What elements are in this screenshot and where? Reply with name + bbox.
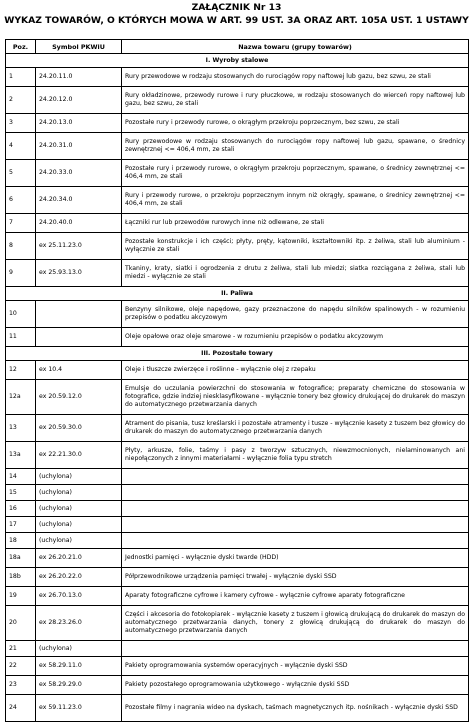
cell-symbol: ex 59.11.23.0	[36, 695, 122, 722]
cell-name: Pozostałe konstrukcje i ich części; płyty, pręty, kątowniki, kształtowniki itp. z żeliwa, stali lub aluminium - wyłącznie ze stali	[122, 233, 469, 260]
cell-name: Pozostałe rury i przewody rurowe, o okrągłym przekroju poprzecznym, bez szwu, ze stali	[122, 114, 469, 133]
cell-symbol: ex 26.70.13.0	[36, 587, 122, 606]
cell-poz: 18	[6, 533, 36, 549]
document-heading: WYKAZ TOWARÓW, O KTÓRYCH MOWA W ART. 99 UST. 3A ORAZ ART. 105A UST. 1 USTAWY	[4, 15, 469, 26]
cell-name: Łączniki rur lub przewodów rurowych inne niż odlewane, ze stali	[122, 214, 469, 233]
cell-poz: 19	[6, 587, 36, 606]
cell-poz: 22	[6, 657, 36, 676]
section-header-row	[6, 54, 469, 68]
cell-symbol: (uchylona)	[36, 469, 122, 485]
cell-name: Atrament do pisania, tusz kreślarski i pozostałe atramenty i tusze - wyłącznie kasety z tuszem bez głowicy do drukarek do maszyn do automatycznego przetwarzania danych	[122, 415, 469, 442]
cell-poz: 9	[6, 260, 36, 287]
cell-symbol: 24.20.11.0	[36, 68, 122, 87]
table-row	[6, 301, 469, 328]
table-row	[6, 695, 469, 722]
cell-name: Jednostki pamięci - wyłącznie dyski twarde (HDD)	[122, 549, 469, 568]
table-row	[6, 549, 469, 568]
table-row	[6, 114, 469, 133]
section-title: I. Wyroby stalowe	[6, 54, 469, 68]
cell-poz: 12	[6, 361, 36, 380]
table-row	[6, 485, 469, 501]
table-row	[6, 568, 469, 587]
cell-symbol: ex 25.11.23.0	[36, 233, 122, 260]
cell-name	[122, 485, 469, 501]
section-header-row	[6, 347, 469, 361]
cell-name: Tkaniny, kraty, siatki i ogrodzenia z drutu z żeliwa, stali lub miedzi; siatka rozciągana z żeliwa, stali lub miedzi - wyłącznie ze stali	[122, 260, 469, 287]
table-row	[6, 657, 469, 676]
table-row	[6, 87, 469, 114]
cell-symbol: ex 58.29.11.0	[36, 657, 122, 676]
cell-poz: 23	[6, 676, 36, 695]
cell-name: Oleje opałowe oraz oleje smarowe - w rozumieniu przepisów o podatku akcyzowym	[122, 328, 469, 347]
cell-name	[122, 517, 469, 533]
cell-symbol: ex 20.59.30.0	[36, 415, 122, 442]
cell-poz: 13	[6, 415, 36, 442]
cell-poz: 6	[6, 187, 36, 214]
cell-symbol: 24.20.31.0	[36, 133, 122, 160]
cell-name: Rury przewodowe w rodzaju stosowanych do rurociągów ropy naftowej lub gazu, spawane, o średnicy zewnętrznej <= 406,4 mm, ze stali	[122, 133, 469, 160]
cell-poz: 17	[6, 517, 36, 533]
cell-poz: 14	[6, 469, 36, 485]
table-row	[6, 68, 469, 87]
cell-poz: 10	[6, 301, 36, 328]
cell-symbol: ex 20.59.12.0	[36, 380, 122, 415]
cell-symbol	[36, 328, 122, 347]
cell-name: Rury okładzinowe, przewody rurowe i rury płuczkowe, w rodzaju stosowanych do wierceń ropy naftowej lub gazu, bez szwu, ze stali	[122, 87, 469, 114]
cell-name: Półprzewodnikowe urządzenia pamięci trwałej - wyłącznie dyski SSD	[122, 568, 469, 587]
table-row	[6, 469, 469, 485]
cell-symbol: ex 25.93.13.0	[36, 260, 122, 287]
cell-poz: 4	[6, 133, 36, 160]
table-row	[6, 380, 469, 415]
cell-symbol	[36, 301, 122, 328]
table-header-row	[6, 40, 469, 54]
cell-poz: 2	[6, 87, 36, 114]
cell-symbol: (uchylona)	[36, 485, 122, 501]
table-row	[6, 361, 469, 380]
cell-symbol: (uchylona)	[36, 533, 122, 549]
cell-symbol: ex 28.23.26.0	[36, 606, 122, 641]
cell-poz: 5	[6, 160, 36, 187]
cell-name: Oleje i tłuszcze zwierzęce i roślinne - wyłącznie olej z rzepaku	[122, 361, 469, 380]
cell-name	[122, 501, 469, 517]
section-header-row	[6, 287, 469, 301]
table-row	[6, 676, 469, 695]
table-row	[6, 133, 469, 160]
table-row	[6, 328, 469, 347]
cell-name: Płyty, arkusze, folie, taśmy i pasy z tworzyw sztucznych, niewzmocnionych, nielaminowanych ani niepołączonych z innymi materiałami - wyłącznie folia typu stretch	[122, 442, 469, 469]
cell-symbol: (uchylona)	[36, 517, 122, 533]
cell-name: Pakiety oprogramowania systemów operacyjnych - wyłącznie dyski SSD	[122, 657, 469, 676]
table-row	[6, 501, 469, 517]
goods-table	[5, 39, 469, 722]
cell-symbol: 24.20.12.0	[36, 87, 122, 114]
cell-poz: 16	[6, 501, 36, 517]
cell-poz: 8	[6, 233, 36, 260]
cell-poz: 18b	[6, 568, 36, 587]
cell-poz: 24	[6, 695, 36, 722]
cell-symbol: ex 22.21.30.0	[36, 442, 122, 469]
cell-name: Rury przewodowe w rodzaju stosowanych do rurociągów ropy naftowej lub gazu, bez szwu, ze stali	[122, 68, 469, 87]
cell-poz: 18a	[6, 549, 36, 568]
column-header-poz: Poz.	[6, 40, 36, 54]
cell-name: Pozostałe rury i przewody rurowe, o okrągłym przekroju poprzecznym, spawane, o średnicy zewnętrznej <= 406,4 mm, ze stali	[122, 160, 469, 187]
cell-symbol: (uchylona)	[36, 501, 122, 517]
cell-name: Benzyny silnikowe, oleje napędowe, gazy przeznaczone do napędu silników spalinowych - w rozumieniu przepisów o podatku akcyzowym	[122, 301, 469, 328]
cell-symbol: ex 26.20.21.0	[36, 549, 122, 568]
cell-poz: 3	[6, 114, 36, 133]
cell-symbol: ex 10.4	[36, 361, 122, 380]
cell-symbol: ex 26.20.22.0	[36, 568, 122, 587]
cell-poz: 13a	[6, 442, 36, 469]
table-row	[6, 233, 469, 260]
cell-name: Pakiety pozostałego oprogramowania użytkowego - wyłącznie dyski SSD	[122, 676, 469, 695]
cell-name: Pozostałe filmy i nagrania wideo na dyskach, taśmach magnetycznych itp. nośnikach - wyłącznie dyski SSD	[122, 695, 469, 722]
table-row	[6, 641, 469, 657]
annex-title: ZAŁĄCZNIK Nr 13	[191, 2, 282, 13]
section-title: II. Paliwa	[6, 287, 469, 301]
cell-name	[122, 641, 469, 657]
cell-name: Aparaty fotograficzne cyfrowe i kamery cyfrowe - wyłącznie cyfrowe aparaty fotograficzne	[122, 587, 469, 606]
table-row	[6, 214, 469, 233]
cell-poz: 21	[6, 641, 36, 657]
cell-symbol: 24.20.33.0	[36, 160, 122, 187]
table-row	[6, 160, 469, 187]
cell-symbol: 24.20.34.0	[36, 187, 122, 214]
cell-poz: 11	[6, 328, 36, 347]
table-row	[6, 187, 469, 214]
cell-name	[122, 533, 469, 549]
cell-poz: 12a	[6, 380, 36, 415]
cell-symbol: (uchylona)	[36, 641, 122, 657]
cell-name	[122, 469, 469, 485]
cell-name: Rury i przewody rurowe, o przekroju poprzecznym innym niż okrągły, spawane, o średnicy zewnętrznej <= 406,4 mm, ze stali	[122, 187, 469, 214]
cell-poz: 15	[6, 485, 36, 501]
cell-poz: 7	[6, 214, 36, 233]
table-row	[6, 587, 469, 606]
cell-symbol: 24.20.40.0	[36, 214, 122, 233]
table-row	[6, 442, 469, 469]
cell-symbol: 24.20.13.0	[36, 114, 122, 133]
cell-poz: 1	[6, 68, 36, 87]
table-row	[6, 260, 469, 287]
table-body	[6, 54, 469, 722]
table-row	[6, 533, 469, 549]
table-row	[6, 517, 469, 533]
cell-symbol: ex 58.29.29.0	[36, 676, 122, 695]
section-title: III. Pozostałe towary	[6, 347, 469, 361]
column-header-symbol: Symbol PKWiU	[36, 40, 122, 54]
column-header-name: Nazwa towaru (grupy towarów)	[122, 40, 469, 54]
cell-name: Części i akcesoria do fotokopiarek - wyłącznie kasety z tuszem i głowicą drukującą do drukarek do maszyn do automatycznego przetwarzania danych, tonery z głowicą drukującą do drukarek do maszyn do automatycznego przetwarzania danych	[122, 606, 469, 641]
cell-poz: 20	[6, 606, 36, 641]
table-row	[6, 606, 469, 641]
table-row	[6, 415, 469, 442]
cell-name: Emulsje do uczulania powierzchni do stosowania w fotografice; preparaty chemiczne do stosowania w fotografice, gdzie indziej niesklasyfikowane - wyłącznie tonery bez głowicy drukującej do drukarek do maszyn do automatycznego przetwarzania danych	[122, 380, 469, 415]
